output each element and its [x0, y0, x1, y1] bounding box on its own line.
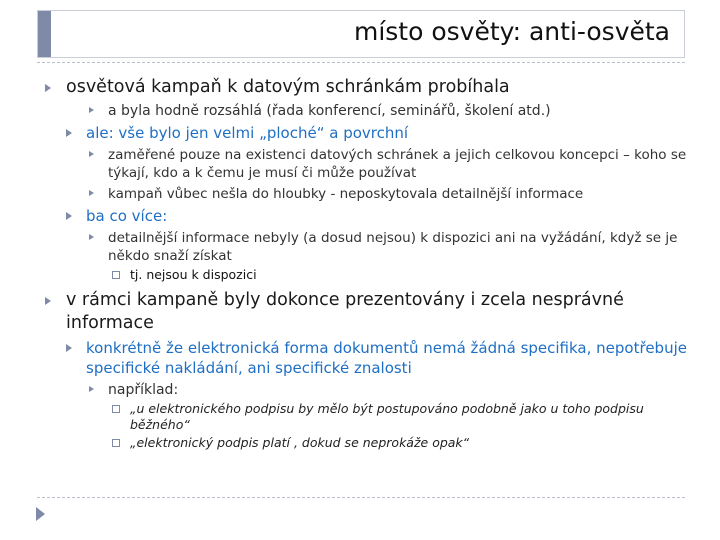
triangle-bullet-icon: [89, 151, 94, 157]
triangle-bullet-icon: [45, 297, 51, 305]
bullet-text: a byla hodně rozsáhlá (řada konferencí, seminářů, školení atd.): [108, 103, 551, 119]
footer-divider: [37, 497, 685, 498]
bullet-level2: [40, 206, 700, 226]
bullet-level4: [40, 435, 700, 451]
footer-triangle-icon: [36, 507, 45, 521]
bullet-text: zaměřené pouze na existenci datových schránek a jejich celkovou koncepci – koho se týkají, kdo a k čemu je musí či může používat: [108, 147, 687, 181]
triangle-bullet-icon: [66, 212, 72, 220]
square-bullet-icon: [112, 271, 120, 279]
square-bullet-icon: [112, 405, 120, 413]
slide-title-bar: [37, 10, 685, 58]
bullet-level3: [40, 185, 700, 203]
triangle-bullet-icon: [45, 84, 51, 92]
square-bullet-icon: [112, 439, 120, 447]
triangle-bullet-icon: [89, 386, 94, 392]
title-accent-bar: [38, 11, 51, 57]
bullet-text: ale: vše bylo jen velmi „ploché“ a povrchní: [86, 124, 409, 142]
bullet-level4: [40, 401, 700, 433]
bullet-level2: [40, 123, 700, 143]
bullet-text: detailnější informace nebyly (a dosud nejsou) k dispozici ani na vyžádání, když se je někdo snaží získat: [108, 230, 678, 264]
bullet-text: osvětová kampaň k datovým schránkám probíhala: [66, 77, 510, 97]
bullet-level2: [40, 338, 700, 378]
slide-content: [40, 74, 700, 451]
bullet-level1: [40, 76, 700, 99]
bullet-text: ba co více:: [86, 207, 168, 225]
bullet-level3: [40, 146, 700, 182]
bullet-level1: [40, 289, 700, 335]
bullet-level3: [40, 229, 700, 265]
bullet-text: konkrétně že elektronická forma dokumentů nemá žádná specifika, nepotřebuje specifické nakládání, ani specifické znalosti: [86, 339, 687, 377]
bullet-text: například:: [108, 382, 179, 398]
bullet-level4: [40, 267, 700, 283]
bullet-level3: [40, 102, 700, 120]
bullet-text: „elektronický podpis platí , dokud se neprokáže opak“: [130, 435, 470, 450]
triangle-bullet-icon: [89, 234, 94, 240]
triangle-bullet-icon: [89, 107, 94, 113]
bullet-text: v rámci kampaně byly dokonce prezentovány i zcela nesprávné informace: [66, 290, 624, 333]
triangle-bullet-icon: [66, 129, 72, 137]
bullet-text: „u elektronického podpisu by mělo být postupováno podobně jako u toho podpisu běžného“: [130, 401, 644, 432]
bullet-level3: [40, 381, 700, 399]
triangle-bullet-icon: [66, 344, 72, 352]
triangle-bullet-icon: [89, 190, 94, 196]
bullet-text: tj. nejsou k dispozici: [130, 267, 257, 282]
title-divider: [37, 62, 685, 63]
bullet-text: kampaň vůbec nešla do hloubky - neposkytovala detailnější informace: [108, 186, 584, 202]
slide-title: místo osvěty: anti-osvěta: [353, 17, 670, 46]
